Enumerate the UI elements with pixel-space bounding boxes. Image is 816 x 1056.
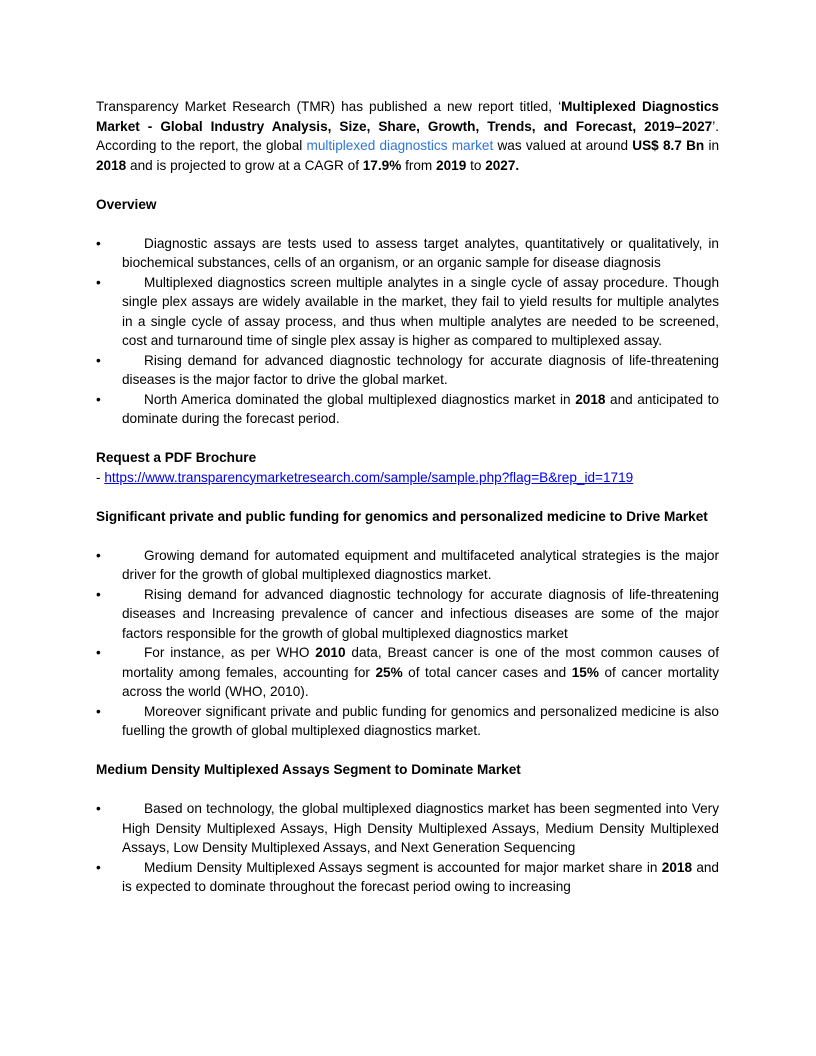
text-run: Rising demand for advanced diagnostic technology for accurate diagnosis of life-threatening diseases and Increasing prevalence of cancer and infectious diseases are some of the major factors responsible for the growth of global multiplexed diagnostics market — [122, 586, 719, 641]
bullet-icon: • — [96, 235, 101, 251]
text-run: Rising demand for advanced diagnostic technology for accurate diagnosis of life-threatening diseases is the major factor to drive the global market. — [122, 352, 719, 387]
market-link[interactable]: multiplexed diagnostics market — [306, 138, 494, 153]
text-run: of cancer mortality across the world (WHO, 2010). — [122, 664, 719, 699]
bold-text: 2018 — [575, 391, 606, 407]
text-run: Growing demand for automated equipment and multifaceted analytical strategies is the major driver for the growth of global multiplexed diagnostics market. — [122, 547, 719, 582]
text-run: and is projected to grow at a CAGR of — [126, 157, 363, 173]
intro-paragraph — [96, 97, 719, 175]
text-run: Medium Density Multiplexed Assays segment is accounted for major market share in — [144, 859, 662, 875]
brochure-link[interactable]: https://www.transparencymarketresearch.com/sample/sample.php?flag=B&rep_id=1719 — [104, 469, 634, 485]
text-run: to — [466, 157, 486, 173]
bullet-item — [96, 585, 719, 644]
text-run: of total cancer cases and — [402, 664, 572, 680]
text-run: For instance, as per WHO — [144, 645, 316, 660]
medium-density-list — [96, 799, 719, 897]
text-run: in — [704, 138, 720, 153]
bold-text: 2019 — [436, 157, 467, 173]
text-run: Moreover significant private and public funding for genomics and personalized medicine is also fuelling the growth of global multiplexed diagnostics market. — [122, 703, 719, 738]
bullet-item — [96, 643, 719, 702]
funding-list — [96, 546, 719, 741]
bold-text: 2010 — [315, 645, 346, 660]
bullet-item — [96, 234, 719, 273]
bullet-icon: • — [96, 859, 101, 875]
bold-text: 2027. — [485, 157, 520, 173]
text-run: Diagnostic assays are tests used to assess target analytes, quantitatively or qualitatively, in biochemical substances, cells of an organism, or an organic sample for disease diagnosis — [122, 235, 719, 270]
text-run: and is expected to dominate throughout the forecast period owing to increasing — [122, 859, 719, 894]
bold-text: US$ 8.7 Bn — [632, 138, 705, 153]
text-run: and anticipated to dominate during the forecast period. — [122, 391, 719, 426]
bullet-item — [96, 546, 719, 585]
text-run: Based on technology, the global multiplexed diagnostics market has been segmented into Very High Density Multiplexed Assays, High Density Multiplexed Assays, Medium Density Multiplexed Assays, Low Density Multiplexed Assays, and Next Generation Sequencing — [122, 801, 719, 855]
funding-heading: Significant private and public funding for genomics and personalized medicine to Drive Market — [96, 508, 708, 524]
brochure-link-line — [96, 468, 719, 488]
text-run: was valued at around — [493, 138, 633, 153]
bold-text: 2018 — [96, 157, 127, 173]
bullet-item — [96, 799, 719, 858]
text-run: from — [401, 157, 437, 173]
text-run: Transparency Market Research (TMR) has published a new report titled, ‘ — [96, 99, 562, 114]
bullet-icon: • — [96, 703, 101, 719]
bold-text: 25% — [375, 664, 403, 680]
overview-heading: Overview — [96, 196, 157, 212]
bullet-item — [96, 858, 719, 897]
text-run: data, Breast cancer is one of the most common causes of mortality among females, accounting for — [122, 645, 719, 680]
bullet-item — [96, 273, 719, 351]
bold-text: 2018 — [661, 859, 693, 875]
bullet-icon: • — [96, 274, 101, 290]
text-run: North America dominated the global multiplexed diagnostics market in — [144, 391, 576, 407]
bullet-item — [96, 702, 719, 741]
bullet-icon: • — [96, 586, 101, 602]
document-page — [96, 97, 719, 897]
brochure-heading: Request a PDF Brochure — [96, 450, 257, 465]
bullet-icon: • — [96, 352, 101, 368]
text-run: Multiplexed diagnostics screen multiple analytes in a single cycle of assay procedure. Though single plex assays are widely available in the market, they fail to yield results for multiple analytes in a single cycle of assay process, and thus when multiple analytes are needed to be screened, cost and turnaround time of single plex assay is higher as compared to multiplexed assay. — [122, 274, 719, 348]
dash: - — [96, 469, 105, 485]
bold-text: 15% — [571, 664, 599, 680]
text-run: ’. According to the report, the global — [96, 118, 719, 153]
bold-text: 17.9% — [362, 157, 402, 173]
bullet-icon: • — [96, 547, 101, 563]
medium-density-heading: Medium Density Multiplexed Assays Segment to Dominate Market — [96, 762, 521, 777]
bold-text: Multiplexed Diagnostics Market - Global Industry Analysis, Size, Share, Growth, Trends, and Forecast, 2019–2027 — [96, 99, 719, 134]
bullet-icon: • — [96, 801, 101, 816]
overview-list — [96, 234, 719, 429]
bullet-icon: • — [96, 645, 101, 660]
bullet-icon: • — [96, 391, 101, 407]
bullet-item — [96, 390, 719, 429]
bullet-item — [96, 351, 719, 390]
